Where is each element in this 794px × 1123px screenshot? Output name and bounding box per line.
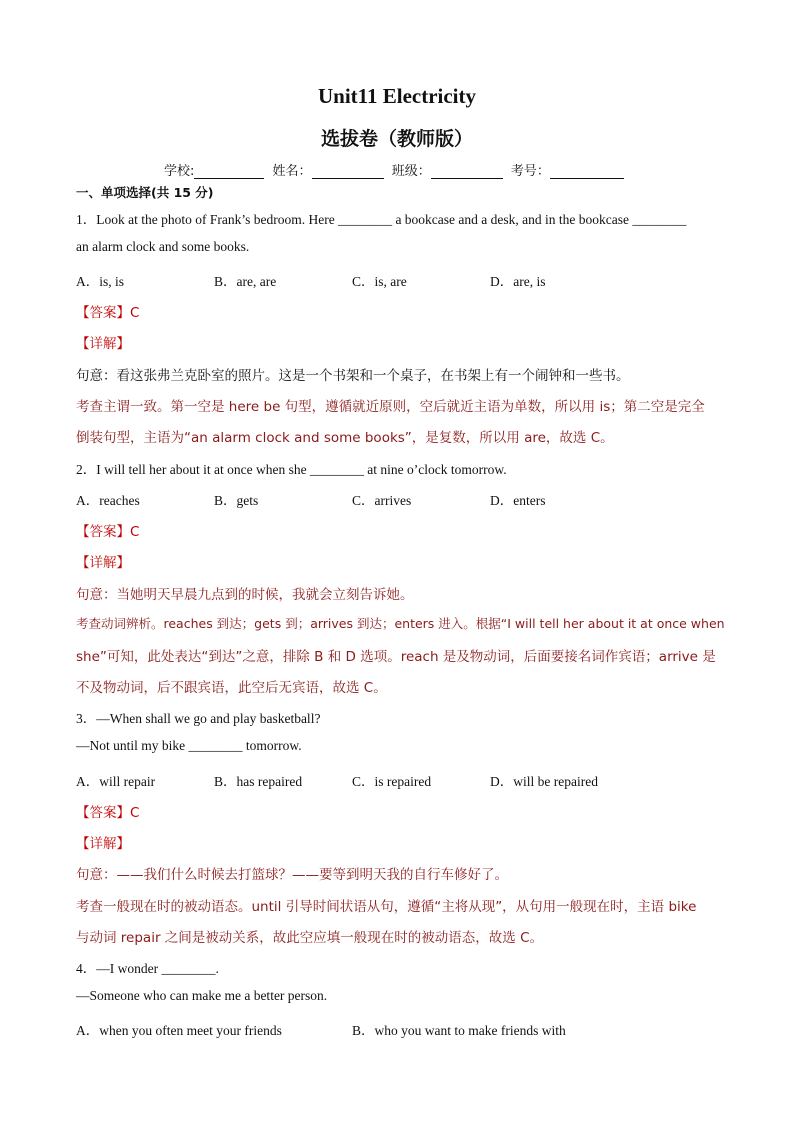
number-label: 考号： <box>510 164 550 179</box>
q3-answer: 【答案】C <box>76 805 140 821</box>
q3-explain-line2: 与动词 repair 之间是被动关系，故此空应填一般现在时的被动语态，故选 C。 <box>76 930 544 946</box>
q2-answer: 【答案】C <box>76 524 140 540</box>
q2-meaning: 句意：当她明天早晨九点到的时候，我就会立刻告诉她。 <box>76 587 414 603</box>
q1-meaning: 句意：看这张弗兰克卧室的照片。这是一个书架和一个桌子，在书架上有一个闹钟和一些书。 <box>76 368 630 384</box>
class-label: 班级： <box>391 164 431 179</box>
q2-explain-line1: 考查动词辨析。reaches 到达；gets 到；arrives 到达；enters 进入。根据“I will tell her about it at once when <box>76 616 725 631</box>
school-blank[interactable] <box>194 164 264 179</box>
q3-explain-line1: 考查一般现在时的被动语态。until 引导时间状语从句，遵循“主将从现”，从句用一般现在时，主语 bike <box>76 899 697 915</box>
page-title: Unit11 Electricity <box>317 84 477 108</box>
q3-option-d: D．will be repaired <box>490 774 598 789</box>
q1-option-d: D．are, is <box>490 274 546 289</box>
q2-option-b: B．gets <box>214 493 259 508</box>
q3-option-b: B．has repaired <box>214 774 303 789</box>
class-blank[interactable] <box>431 164 503 179</box>
q2-stem: 2．I will tell her about it at once when she ________ at nine o’clock tomorrow. <box>76 462 507 477</box>
page-subtitle: 选拔卷（教师版） <box>320 128 473 150</box>
q1-explain-line1: 考查主谓一致。第一空是 here be 句型，遵循就近原则，空后就近主语为单数，所以用 is；第二空是完全 <box>76 399 705 415</box>
q2-option-c: C．arrives <box>352 493 412 508</box>
q3-meaning: 句意：——我们什么时候去打篮球？——要等到明天我的自行车修好了。 <box>76 867 508 883</box>
name-blank[interactable] <box>312 164 384 179</box>
q1-option-b: B．are, are <box>214 274 277 289</box>
name-label: 姓名： <box>272 164 312 179</box>
q1-stem-line1: 1．Look at the photo of Frank’s bedroom. Here ________ a bookcase and a desk, and in the bookcase ________ <box>76 212 687 227</box>
q3-option-c: C．is repaired <box>352 774 432 789</box>
q2-option-a: A．reaches <box>76 493 140 508</box>
q4-stem-line1: 4．—I wonder ________. <box>76 961 219 976</box>
q1-option-a: A．is, is <box>76 274 125 289</box>
q3-option-a: A．will repair <box>76 774 156 789</box>
q2-explain-line2: she”可知，此处表达“到达”之意，排除 B 和 D 选项。reach 是及物动词，后面要接名词作宾语；arrive 是 <box>76 649 716 665</box>
q1-detail-label: 【详解】 <box>76 336 130 352</box>
q4-option-b: B．who you want to make friends with <box>352 1023 566 1038</box>
q4-stem-line2: —Someone who can make me a better person. <box>76 988 328 1003</box>
q1-option-c: C．is, are <box>352 274 407 289</box>
q3-stem-line2: —Not until my bike ________ tomorrow. <box>76 738 302 753</box>
q2-explain-line3: 不及物动词，后不跟宾语，此空后无宾语，故选 C。 <box>76 680 387 696</box>
q2-option-d: D．enters <box>490 493 546 508</box>
number-blank[interactable] <box>550 164 624 179</box>
q1-explain-line2: 倒装句型，主语为“an alarm clock and some books”，是复数，所以用 are，故选 C。 <box>76 430 614 446</box>
q3-stem-line1: 3．—When shall we go and play basketball? <box>76 711 321 726</box>
student-info-row <box>164 160 628 179</box>
section-heading: 一、单项选择(共 15 分) <box>76 185 214 200</box>
q2-detail-label: 【详解】 <box>76 555 130 571</box>
q1-answer: 【答案】C <box>76 305 140 321</box>
q4-option-a: A．when you often meet your friends <box>76 1023 282 1038</box>
q1-stem-line2: an alarm clock and some books. <box>76 239 250 254</box>
q3-detail-label: 【详解】 <box>76 836 130 852</box>
school-label: 学校: <box>164 164 195 179</box>
